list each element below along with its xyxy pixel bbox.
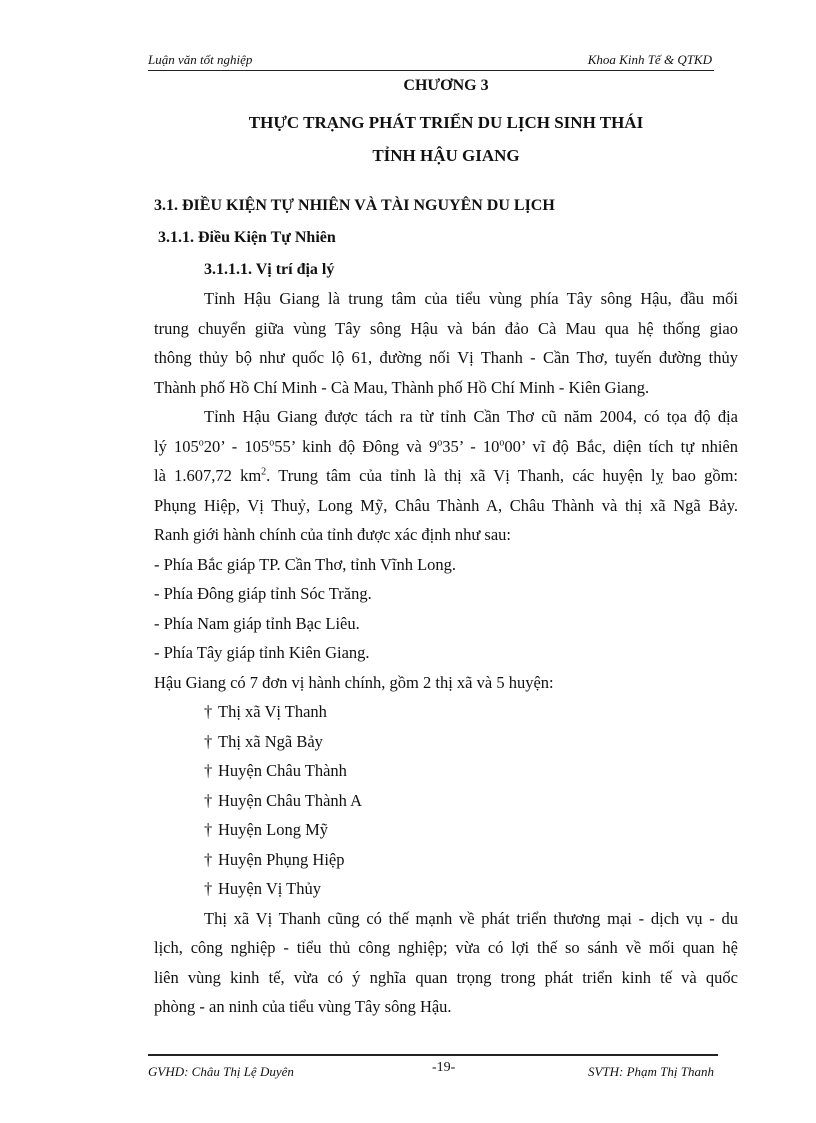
units-intro: Hậu Giang có 7 đơn vị hành chính, gồm 2 thị xã và 5 huyện: bbox=[154, 672, 554, 692]
paragraph-line: Thị xã Vị Thanh cũng có thế mạnh về phát triển thương mại - dịch vụ - du bbox=[204, 908, 738, 928]
paragraph-line: Thành phố Hồ Chí Minh - Cà Mau, Thành phố Hồ Chí Minh - Kiên Giang. bbox=[154, 377, 650, 397]
paragraph-line: liên vùng kinh tế, vừa có ý nghĩa quan trọng trong phát triển kinh tế và quốc bbox=[154, 967, 738, 987]
paragraph-line: là 1.607,72 $km^2$. Trung tâm của tỉnh là thị xã Vị Thanh, các huyện lỵ bao gồm: bbox=[154, 466, 738, 485]
dagger-bullet-icon: † bbox=[204, 849, 213, 869]
boundary-item: - Phía Bắc giáp TP. Cần Thơ, tỉnh Vĩnh Long. bbox=[154, 554, 457, 574]
paragraph-line: Tỉnh Hậu Giang được tách ra từ tỉnh Cần Thơ cũ năm 2004, có tọa độ địa bbox=[204, 407, 738, 426]
list-item: † Huyện Vị Thủy bbox=[154, 874, 738, 904]
boundary-intro: Ranh giới hành chính của tỉnh được xác định như sau: bbox=[154, 525, 512, 544]
dagger-bullet-icon: † bbox=[204, 879, 213, 898]
page-header bbox=[148, 50, 714, 71]
dagger-bullet-icon: † bbox=[204, 731, 213, 751]
footer-advisor: GVHD: Châu Thị Lệ Duyên bbox=[148, 1064, 294, 1079]
dagger-bullet-icon: † bbox=[204, 790, 213, 810]
units-list bbox=[154, 697, 738, 904]
paragraph-line: trung chuyển giữa vùng Tây sông Hậu và bán đảo Cà Mau qua hệ thống giao bbox=[154, 318, 738, 338]
subsection-heading: 3.1.1. Điều Kiện Tự Nhiên bbox=[158, 229, 336, 246]
boundary-item: - Phía Nam giáp tỉnh Bạc Liêu. bbox=[154, 613, 360, 633]
section-heading: 3.1. ĐIỀU KIỆN TỰ NHIÊN VÀ TÀI NGUYÊN DU LỊCH bbox=[154, 197, 555, 214]
chapter-heading: CHƯƠNG 3 bbox=[403, 77, 489, 94]
chapter-title-line-2: TỈNH HẬU GIANG bbox=[372, 146, 520, 165]
subsubsection-heading: 3.1.1.1. Vị trí địa lý bbox=[204, 261, 335, 278]
footer-student: SVTH: Phạm Thị Thanh bbox=[587, 1064, 714, 1079]
paragraph-line: Tỉnh Hậu Giang là trung tâm của tiểu vùng phía Tây sông Hậu, đầu mối bbox=[204, 289, 738, 308]
page-content bbox=[154, 74, 738, 1022]
boundary-item: - Phía Đông giáp tỉnh Sóc Trăng. bbox=[154, 584, 372, 603]
dagger-bullet-icon: † bbox=[204, 820, 213, 839]
list-item: † Huyện Phụng Hiệp bbox=[154, 845, 738, 875]
paragraph-line: lý 105$^o$20’ - 105$^o$55’ kinh độ Đông và 9$^o$35’ - 10$^o$00’ vĩ độ Bắc, diện tích tự nhiên bbox=[154, 436, 739, 456]
paragraph-line: Phụng Hiệp, Vị Thuỷ, Long Mỹ, Châu Thành A, Châu Thành và thị xã Ngã Bảy. bbox=[154, 495, 738, 515]
dagger-bullet-icon: † bbox=[204, 761, 213, 780]
header-right-text: Khoa Kinh Tế & QTKD bbox=[587, 52, 712, 67]
page-footer bbox=[148, 1054, 718, 1090]
paragraph-vi-thanh bbox=[154, 904, 738, 1022]
list-item: † Huyện Long Mỹ bbox=[154, 815, 738, 845]
paragraph-line: phòng - an ninh của tiểu vùng Tây sông Hậu. bbox=[154, 997, 452, 1016]
paragraph-coordinates bbox=[154, 402, 738, 520]
paragraph-location bbox=[154, 284, 738, 402]
list-item: † Huyện Châu Thành A bbox=[154, 786, 738, 816]
chapter-title-line-1: THỰC TRẠNG PHÁT TRIỂN DU LỊCH SINH THÁI bbox=[248, 113, 644, 132]
list-item: † Thị xã Vị Thanh bbox=[154, 697, 738, 727]
list-item: † Huyện Châu Thành bbox=[154, 756, 738, 786]
page-number: -19- bbox=[432, 1060, 456, 1075]
boundary-item: - Phía Tây giáp tỉnh Kiên Giang. bbox=[154, 643, 370, 662]
dagger-bullet-icon: † bbox=[204, 702, 213, 721]
paragraph-line: lịch, công nghiệp - tiểu thủ công nghiệp; vừa có lợi thế so sánh về mối quan hệ bbox=[154, 938, 738, 957]
list-item: † Thị xã Ngã Bảy bbox=[154, 727, 738, 757]
header-left-text: Luận văn tốt nghiệp bbox=[148, 52, 253, 67]
paragraph-line: thông thủy bộ như quốc lộ 61, đường nối Vị Thanh - Cần Thơ, tuyến đường thủy bbox=[154, 348, 738, 367]
